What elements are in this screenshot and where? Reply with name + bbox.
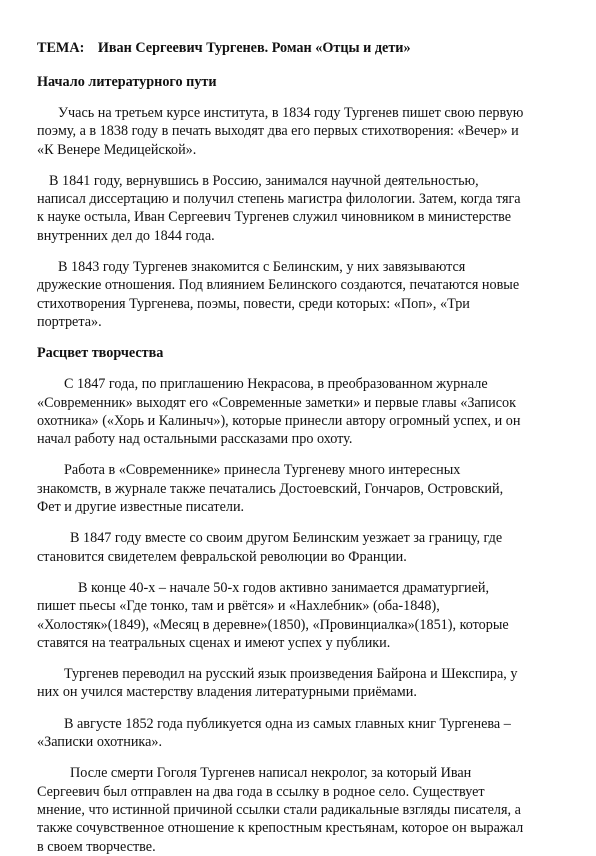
paragraph-line: дружеские отношения. Под влиянием Белинского создаются, печатаются новые bbox=[37, 277, 520, 294]
paragraph-line: Фет и другие известные писатели. bbox=[37, 499, 245, 516]
paragraph-line: внутренних дел до 1844 года. bbox=[37, 227, 215, 244]
paragraph bbox=[37, 461, 566, 516]
paragraph-line: В 1843 году Тургенев знакомится с Белинским, у них завязываются bbox=[58, 259, 466, 276]
paragraph bbox=[37, 258, 566, 331]
section-heading: Начало литературного пути bbox=[37, 74, 217, 90]
paragraph-line: В конце 40-х – начале 50-х годов активно занимается драматургией, bbox=[78, 579, 490, 596]
paragraph-line: ставятся на театральных сценах и имеют успех у публики. bbox=[37, 634, 391, 651]
paragraph-line: «Записки охотника». bbox=[37, 734, 163, 751]
paragraph-line: пишет пьесы «Где тонко, там и рвётся» и «Нахлебник» (оба-1848), bbox=[37, 598, 440, 615]
title-text: Иван Сергеевич Тургенев. Роман «Отцы и дети» bbox=[97, 40, 411, 56]
paragraph bbox=[37, 665, 566, 702]
title-label: ТЕМА: bbox=[37, 40, 85, 56]
paragraph-line: В 1847 году вместе со своим другом Белинским уезжает за границу, где bbox=[70, 530, 503, 547]
paragraph-line: начал работу над остальными рассказами про охоту. bbox=[37, 431, 353, 448]
paragraph-line: В 1841 году, вернувшись в Россию, занимался научной деятельностью, bbox=[49, 172, 479, 189]
paragraph-line: к науке остыла, Иван Сергеевич Тургенев служил чиновником в министерстве bbox=[37, 209, 512, 226]
paragraph-line: Учась на третьем курсе института, в 1834 году Тургенев пишет свою первую bbox=[58, 105, 524, 121]
paragraph-line: «Современник» выходят его «Современные заметки» и первые главы «Записок bbox=[37, 394, 516, 411]
section-heading: Расцвет творчества bbox=[37, 345, 164, 362]
paragraph-line: В августе 1852 года публикуется одна из самых главных книг Тургенева – bbox=[64, 715, 511, 732]
paragraph bbox=[37, 375, 566, 448]
document-title bbox=[37, 39, 566, 57]
paragraph-line: в своем творчестве. bbox=[37, 838, 156, 855]
paragraph bbox=[37, 529, 566, 566]
paragraph-line: также сочувственное отношение к крепостным крестьянам, которое он выражал bbox=[37, 820, 524, 837]
paragraph-line: охотника» («Хорь и Калиныч»), которые принесли автору огромный успех, и он bbox=[37, 412, 521, 429]
paragraph bbox=[37, 764, 566, 855]
paragraph-line: С 1847 года, по приглашению Некрасова, в преобразованном журнале bbox=[64, 376, 488, 393]
paragraph-line: стихотворения Тургенева, поэмы, повести, среди которых: «Поп», «Три bbox=[37, 295, 470, 312]
paragraph-line: После смерти Гоголя Тургенев написал некролог, за который Иван bbox=[70, 765, 472, 782]
paragraph-line: написал диссертацию и получил степень магистра филологии. Затем, когда тяга bbox=[37, 191, 521, 208]
paragraph-line: поэму, а в 1838 году в печать выходят два его первых стихотворения: «Вечер» и bbox=[37, 123, 519, 140]
paragraph-line: Работа в «Современнике» принесла Тургеневу много интересных bbox=[64, 462, 461, 479]
paragraph-line: портрета». bbox=[37, 313, 102, 330]
paragraph-line: Сергеевич был отправлен на два года в ссылку в родное село. Существует bbox=[37, 783, 485, 800]
paragraph-line: них он учился мастерству владения литературными приёмами. bbox=[37, 684, 417, 701]
paragraph bbox=[37, 579, 566, 652]
paragraph-line: мнение, что истинной причиной ссылки стали радикальные взгляды писателя, а bbox=[37, 801, 521, 818]
paragraph bbox=[37, 715, 566, 752]
paragraph bbox=[37, 104, 566, 159]
paragraph-line: «К Венере Медицейской». bbox=[37, 141, 197, 158]
paragraph-line: Тургенев переводил на русский язык произведения Байрона и Шекспира, у bbox=[64, 666, 518, 683]
paragraph-line: «Холостяк»(1849), «Месяц в деревне»(1850), «Провинциалка»(1851), которые bbox=[37, 616, 509, 633]
document-body bbox=[37, 73, 566, 856]
paragraph bbox=[37, 172, 566, 245]
paragraph-line: становится свидетелем февральской революции во Франции. bbox=[37, 548, 407, 565]
paragraph-line: знакомств, в журнале также печатались Достоевский, Гончаров, Островский, bbox=[37, 480, 504, 497]
